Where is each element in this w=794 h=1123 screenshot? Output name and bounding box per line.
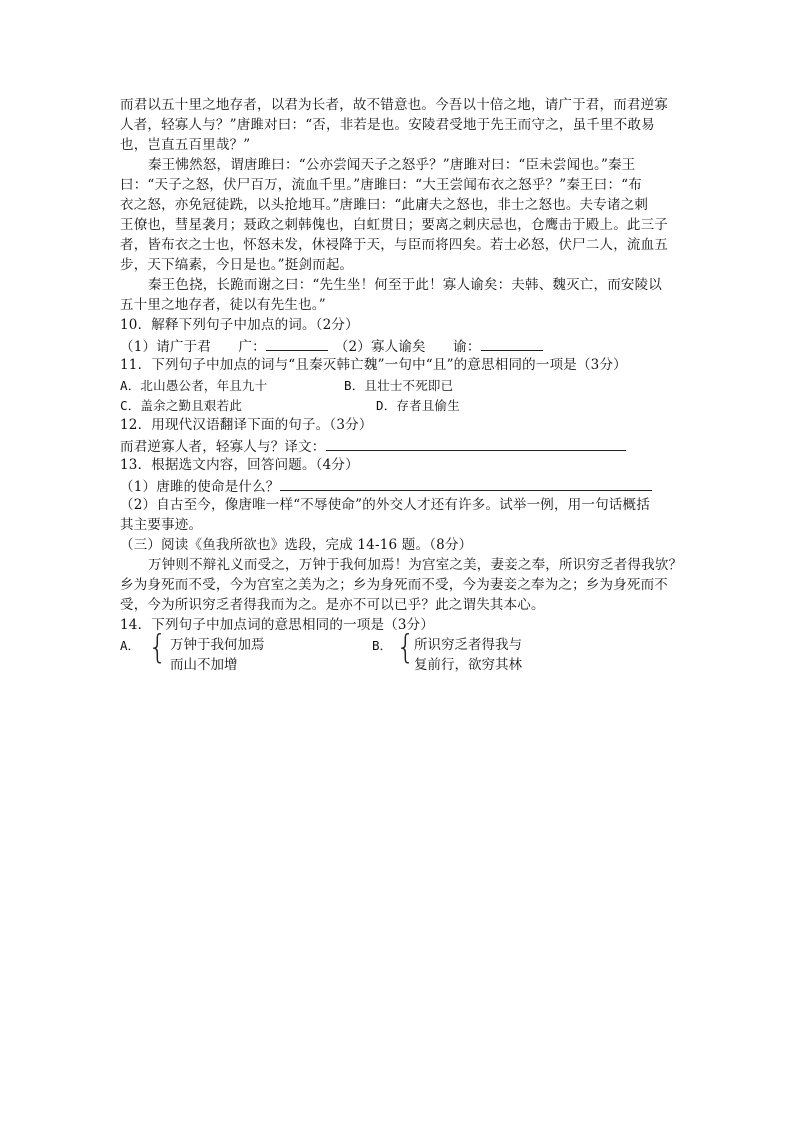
question-14-a1: 万钟于我何加焉	[170, 637, 265, 653]
question-10-items	[120, 336, 543, 357]
question-14-label-b: B．	[372, 638, 393, 653]
answer-blank[interactable]	[326, 436, 626, 451]
question-13-b-cont: 其主要事迹。	[120, 517, 203, 533]
passage-line: 秦王色挠，长跪而谢之曰：“先生坐！何至于此！寡人谕矣：夫韩、魏灭亡，而安陵以	[148, 277, 663, 293]
passage-line: 曰：“天子之怒，伏尸百万，流血千里。”唐雎曰：“大王尝闻布衣之怒乎？”秦王曰：“布	[120, 177, 642, 193]
passage-line: 而君以五十里之地存者，以君为长者，故不错意也。今吾以十倍之地，请广于君，而君逆寡	[120, 97, 668, 113]
question-11-option-a: A．北山愚公者，年且九十	[120, 378, 268, 393]
answer-blank[interactable]	[280, 476, 652, 491]
passage-line: 五十里之地存者，徒以有先生也。”	[120, 297, 326, 313]
question-10-a: （1）请广于君 广：	[120, 339, 266, 355]
question-10-stem: 10．解释下列句子中加点的词。（2分）	[120, 317, 359, 333]
passage-line: 步，天下缟素，今日是也。”挺剑而起。	[120, 257, 354, 273]
question-14-b2: 复前行，欲穷其林	[414, 657, 522, 673]
question-14-stem: 14．下列句子中加点词的意思相同的一项是（3分）	[120, 617, 435, 633]
brace-icon: {	[396, 628, 416, 667]
passage-line: 秦王怫然怒，谓唐雎曰：“公亦尝闻天子之怒乎？”唐雎对曰：“臣未尝闻也。”秦王	[148, 157, 636, 173]
question-14-b1: 所识穷乏者得我与	[414, 637, 522, 653]
question-12-sentence-row	[120, 436, 626, 457]
passage-line: 也，岂直五百里哉？”	[120, 137, 251, 153]
answer-blank[interactable]	[481, 336, 543, 351]
question-14-a2: 而山不加增	[170, 657, 238, 673]
question-13-b: （2）自古至今，像唐唯一样“不辱使命”的外交人才还有许多。试举一例，用一句话概括	[120, 497, 650, 513]
section-3-title: （三）阅读《鱼我所欲也》选段，完成 14-16 题。（8分）	[120, 537, 473, 553]
question-10-b: （2）寡人谕矣 谕：	[341, 339, 481, 355]
question-11-stem: 11．下列句子中加点的词与“且秦灭韩亡魏”一句中“且”的意思相同的一项是（3分）	[120, 357, 627, 373]
section-3-passage-line: 受，今为所识穷乏者得我而为之。是亦不可以已乎？此之谓失其本心。	[120, 597, 545, 613]
question-11-option-d: D．存者且偷生	[376, 398, 460, 413]
passage-line: 衣之怒，亦免冠徒跣，以头抢地耳。”唐雎曰：“此庸夫之怒也，非士之怒也。夫专诸之刺	[120, 197, 649, 213]
question-13-stem: 13．根据选文内容，回答问题。（4分）	[120, 457, 359, 473]
question-12-stem: 12．用现代汉语翻译下面的句子。（3分）	[120, 417, 373, 433]
passage-line: 人者，轻寡人与？”唐雎对曰：“否，非若是也。安陵君受地于先王而守之，虽千里不敢易	[120, 117, 655, 133]
question-14-label-a: A．	[120, 638, 141, 653]
question-11-option-c: C．盖余之勤且艰若此	[120, 398, 243, 413]
question-11-option-b: B．且壮士不死即已	[344, 378, 454, 393]
section-3-passage-line: 乡为身死而不受，今为宫室之美为之；乡为身死而不受，今为妻妾之奉为之；乡为身死而不	[120, 577, 668, 593]
answer-blank[interactable]	[266, 336, 328, 351]
question-13-a-row	[120, 476, 652, 497]
question-13-a: （1）唐雎的使命是什么？	[120, 479, 280, 495]
section-3-passage-line: 万钟则不辩礼义而受之，万钟于我何加焉！为宫室之美，妻妾之奉，所识穷乏者得我欤？	[148, 557, 683, 573]
passage-line: 王僚也，彗星袭月；聂政之刺韩傀也，白虹贯日；要离之刺庆忌也，仓鹰击于殿上。此三子	[120, 217, 668, 233]
brace-icon: {	[148, 628, 168, 667]
question-12-sentence: 而君逆寡人者，轻寡人与？译文：	[120, 439, 326, 455]
passage-line: 者，皆布衣之士也，怀怒未发，休祲降于天，与臣而将四矣。若士必怒，伏尸二人，流血五	[120, 237, 668, 253]
